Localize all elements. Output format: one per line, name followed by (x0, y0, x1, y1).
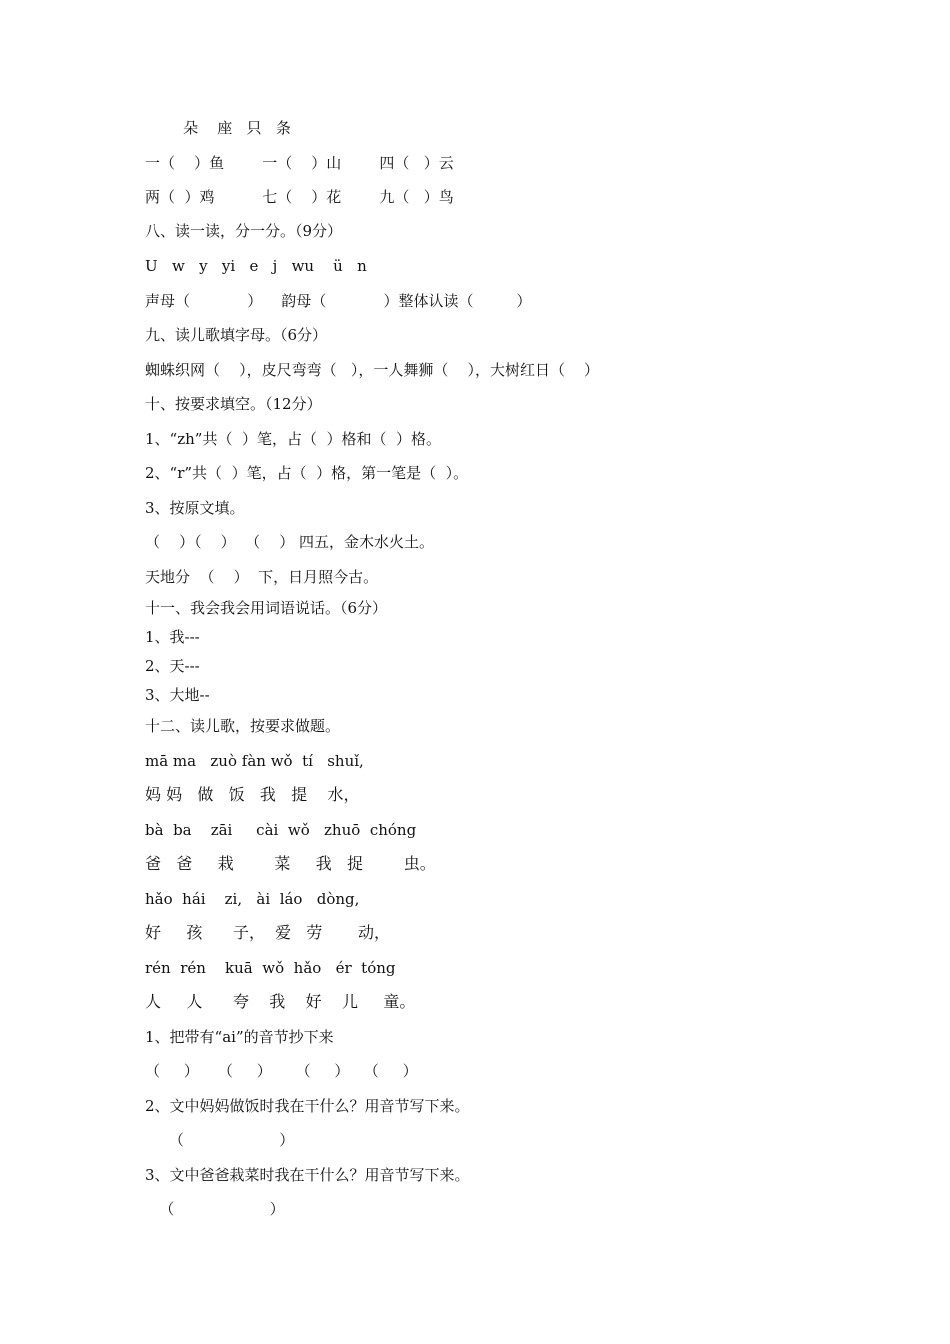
question-10-3: 3、按原文填。 (145, 499, 245, 517)
sentence-item-1: 1、我--- (145, 628, 200, 646)
rhyme-hanzi-line-2: 爸 爸 栽 菜 我 捉 虫。 (145, 854, 436, 873)
answer-blanks-12-1: （ ） （ ） （ ） （ ） (145, 1062, 418, 1080)
rhyme-pinyin-line-1: mā ma zuò fàn wǒ tí shuǐ, (145, 752, 364, 770)
measure-word-options: 朵 座 只 条 (145, 119, 291, 137)
original-text-line-2: 天地分 （ ） 下，日月照今古。 (145, 568, 379, 586)
section-10-heading: 十、按要求填空。（12分） (145, 395, 322, 413)
pinyin-list: U w y yi e j wu ü n (145, 257, 367, 275)
fill-blank-row-1: 一（ ）鱼 一（ ）山 四（ ）云 (145, 154, 454, 172)
rhyme-pinyin-line-4: rén rén kuā wǒ hǎo ér tóng (145, 959, 396, 977)
question-12-2: 2、文中妈妈做饭时我在干什么？用音节写下来。 (145, 1097, 470, 1115)
answer-blank-12-2: （ ） (145, 1131, 295, 1149)
section-9-heading: 九、读儿歌填字母。（6分） (145, 326, 328, 344)
rhyme-hanzi-line-1: 妈 妈 做 饭 我 提 水， (145, 785, 360, 804)
original-text-line-1: （ ）（ ） （ ） 四五，金木水火土。 (145, 533, 435, 551)
question-12-3: 3、文中爸爸栽菜时我在干什么？用音节写下来。 (145, 1166, 470, 1184)
section-12-heading: 十二、读儿歌，按要求做题。 (145, 717, 341, 735)
classify-row: 声母（ ） 韵母（ ）整体认读（ ） (145, 292, 532, 310)
question-10-1: 1、“zh”共（ ）笔，占（ ）格和（ ）格。 (145, 430, 442, 448)
sentence-item-2: 2、天--- (145, 657, 200, 675)
answer-blank-12-3: （ ） (145, 1200, 285, 1218)
question-10-2: 2、“r”共（ ）笔，占（ ）格，第一笔是（ ）。 (145, 464, 469, 482)
rhyme-pinyin-line-2: bà ba zāi cài wǒ zhuō chóng (145, 821, 417, 839)
rhyme-fill-row: 蜘蛛织网（ ），皮尺弯弯（ ），一人舞狮（ ），大树红日（ ） (145, 361, 600, 379)
rhyme-hanzi-line-4: 人 人 夸 我 好 儿 童。 (145, 992, 416, 1011)
question-12-1: 1、把带有“ai”的音节抄下来 (145, 1028, 334, 1046)
fill-blank-row-2: 两（ ）鸡 七（ ）花 九（ ）鸟 (145, 188, 454, 206)
rhyme-hanzi-line-3: 好 孩 子， 爱 劳 动， (145, 923, 390, 942)
section-11-heading: 十一、我会我会用词语说话。（6分） (145, 599, 388, 617)
rhyme-pinyin-line-3: hǎo hái zi, ài láo dòng, (145, 890, 360, 908)
section-8-heading: 八、读一读，分一分。（9分） (145, 222, 343, 240)
sentence-item-3: 3、大地-- (145, 686, 210, 704)
